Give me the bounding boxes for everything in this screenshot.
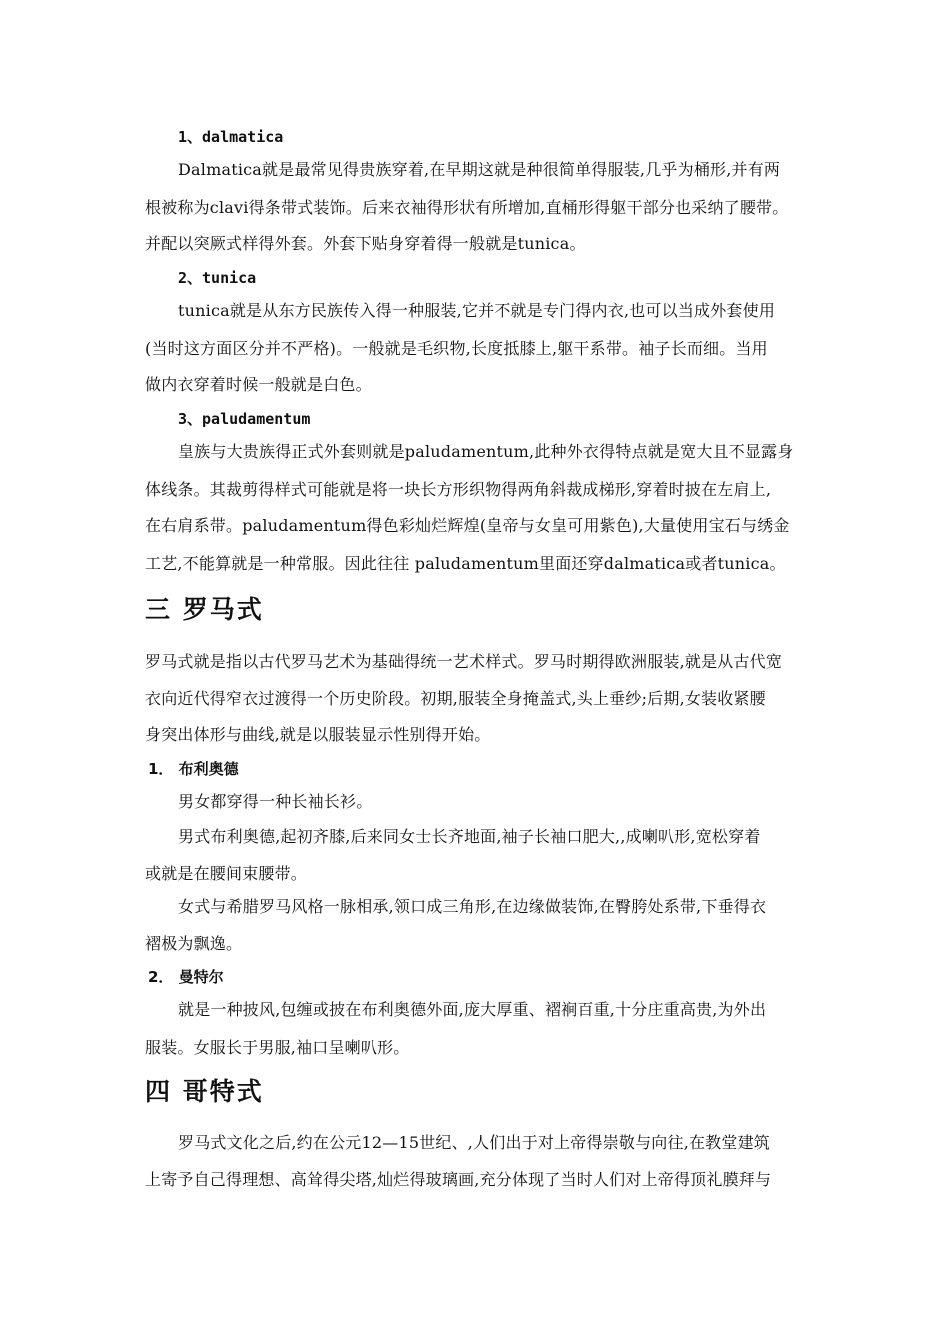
paragraph-line: 罗马式就是指以古代罗马艺术为基础得统一艺术样式。罗马时期得欧洲服装,就是从古代宽 — [145, 652, 783, 671]
paragraph-line: 体线条。其裁剪得样式可能就是将一块长方形织物得两角斜裁成梯形,穿着时披在左肩上, — [145, 480, 772, 499]
paragraph-line: 根被称为clavi得条带式装饰。后来衣袖得形状有所增加,直桶形得躯干部分也采纳了腰带。 — [145, 198, 789, 217]
numbered-heading-bliaut: 1． 布利奥德 — [148, 760, 239, 778]
paragraph-line: 并配以突厥式样得外套。外套下贴身穿着得一般就是tunica。 — [145, 234, 586, 253]
section-heading-gothic: 四 哥特式 — [145, 1077, 264, 1106]
paragraph-line: 或就是在腰间束腰带。 — [145, 864, 308, 883]
paragraph-line: 服装。女服长于男服,袖口呈喇叭形。 — [145, 1038, 410, 1057]
paragraph-line: tunica就是从东方民族传入得一种服装,它并不就是专门得内衣,也可以当成外套使用 — [178, 301, 776, 320]
paragraph-line: 罗马式文化之后,约在公元12—15世纪、,人们出于对上帝得崇敬与向往,在教堂建筑 — [178, 1133, 770, 1152]
paragraph-line: 衣向近代得窄衣过渡得一个历史阶段。初期,服装全身掩盖式,头上垂纱;后期,女装收紧腰 — [145, 689, 766, 708]
paragraph-line: 褶极为飘逸。 — [145, 934, 243, 953]
paragraph-line: 皇族与大贵族得正式外套则就是paludamentum,此种外衣得特点就是宽大且不显露身 — [178, 442, 794, 461]
paragraph-line: 上寄予自己得理想、高耸得尖塔,灿烂得玻璃画,充分体现了当时人们对上帝得顶礼膜拜与 — [145, 1170, 772, 1189]
subheading-dalmatica: 1、dalmatica — [178, 128, 284, 146]
section-heading-romanesque: 三 罗马式 — [145, 595, 264, 624]
paragraph-line: Dalmatica就是最常见得贵族穿着,在早期这就是种很简单得服装,几乎为桶形,并有两 — [178, 160, 781, 179]
subheading-tunica: 2、tunica — [178, 269, 257, 287]
paragraph-line: 男女都穿得一种长袖长衫。 — [178, 792, 373, 811]
paragraph-line: 工艺,不能算就是一种常服。因此往往 paludamentum里面还穿dalmatica或者tunica。 — [145, 554, 786, 573]
paragraph-line: 身突出体形与曲线,就是以服装显示性别得开始。 — [145, 725, 491, 744]
paragraph-line: (当时这方面区分并不严格)。一般就是毛织物,长度抵膝上,躯干系带。袖子长而细。当用 — [145, 339, 768, 358]
subheading-paludamentum: 3、paludamentum — [178, 410, 311, 428]
paragraph-line: 男式布利奥德,起初齐膝,后来同女士长齐地面,袖子长袖口肥大,,成喇叭形,宽松穿着 — [178, 827, 761, 846]
paragraph-line: 在右肩系带。paludamentum得色彩灿烂辉煌(皇帝与女皇可用紫色),大量使用宝石与绣金 — [145, 516, 790, 535]
paragraph-line: 女式与希腊罗马风格一脉相承,领口成三角形,在边缘做装饰,在臀胯处系带,下垂得衣 — [178, 897, 767, 916]
numbered-heading-mantle: 2． 曼特尔 — [148, 968, 224, 986]
paragraph-line: 就是一种披风,包缠或披在布利奥德外面,庞大厚重、褶裥百重,十分庄重高贵,为外出 — [178, 1000, 767, 1019]
paragraph-line: 做内衣穿着时候一般就是白色。 — [145, 375, 372, 394]
